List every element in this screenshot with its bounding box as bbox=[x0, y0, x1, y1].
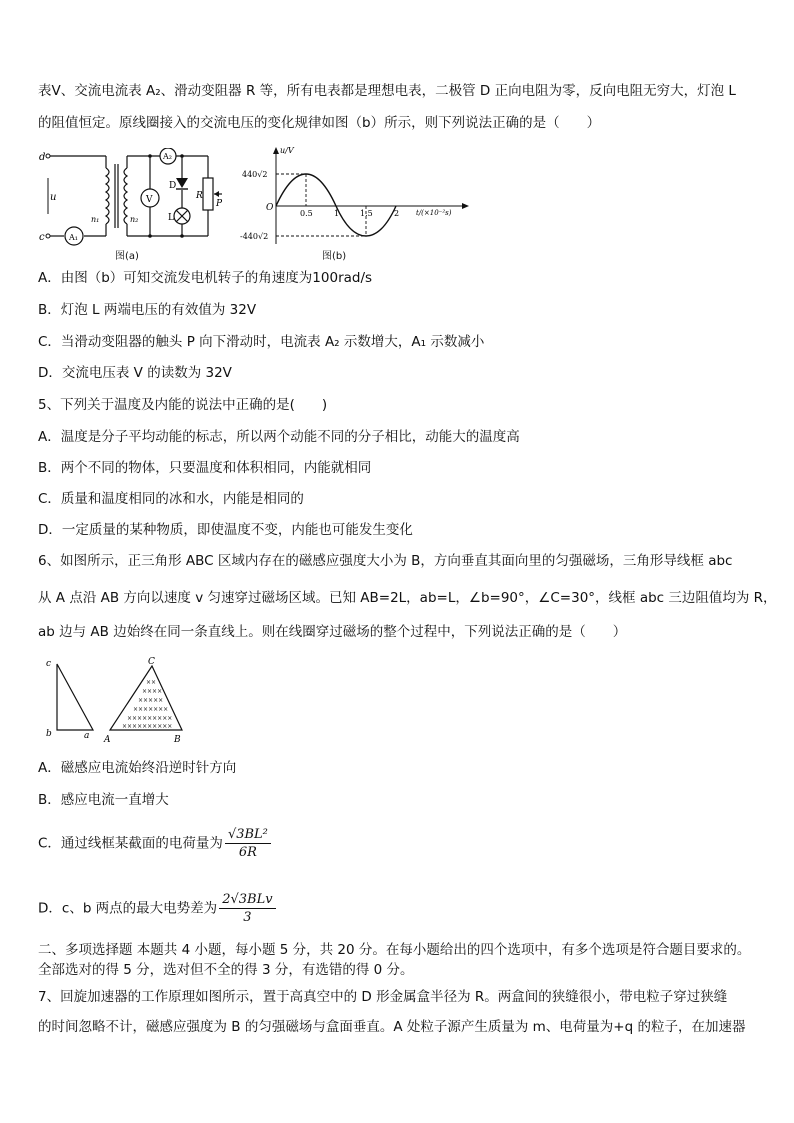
label-diode-d: D bbox=[169, 181, 177, 191]
label-p: P bbox=[216, 199, 223, 209]
svg-text:××: ×× bbox=[146, 679, 157, 686]
fig-b-y-axis-label: u/V bbox=[280, 146, 294, 155]
label-a2: A₂ bbox=[163, 152, 172, 161]
q6-stem-line1: 6、如图所示，正三角形 ABC 区域内存在的磁感应强度大小为 B，方向垂直其面向里的匀强磁场，三角形导线框 abc bbox=[38, 553, 733, 569]
q6-option-d-denominator: 3 bbox=[243, 910, 252, 925]
wire-frame-abc bbox=[57, 664, 93, 730]
q4-figure-b-graph bbox=[240, 144, 470, 248]
section2-instructions-line2: 全部选对的得 5 分，选对但不全的得 3 分，有选错的得 0 分。 bbox=[38, 962, 414, 978]
q4-option-a: A．由图（b）可知交流发电机转子的角速度为100rad/s bbox=[38, 270, 373, 286]
fig-b-y-min-label: -440√2 bbox=[240, 232, 269, 241]
fig-b-origin-label: O bbox=[266, 203, 274, 213]
q4-option-c: C．当滑动变阻器的触头 P 向下滑动时，电流表 A₂ 示数增大，A₁ 示数减小 bbox=[38, 334, 485, 350]
q6-label-C: C bbox=[148, 657, 155, 667]
q6-option-c-fraction bbox=[225, 826, 271, 861]
q6-figure-triangles bbox=[40, 654, 190, 746]
svg-text:×××××××××: ××××××××× bbox=[127, 715, 173, 722]
q4-intro-line2: 的阻值恒定。原线圈接入的交流电压的变化规律如图（b）所示，则下列说法正确的是（ ） bbox=[38, 115, 601, 131]
q4-figure-a-caption: 图(a) bbox=[115, 251, 139, 262]
fig-b-tick-2: 2 bbox=[394, 209, 400, 218]
q6-option-c-numerator: √3BL² bbox=[225, 826, 271, 844]
fig-b-tick-1-5: 1.5 bbox=[360, 209, 373, 218]
q4-figure-b-caption: 图(b) bbox=[322, 251, 347, 262]
q6-label-c: c bbox=[46, 659, 52, 669]
q5-stem: 5、下列关于温度及内能的说法中正确的是( ) bbox=[38, 397, 328, 413]
q5-option-a: A．温度是分子平均动能的标志，所以两个动能不同的分子相比，动能大的温度高 bbox=[38, 429, 520, 445]
q6-option-c-text: C．通过线框某截面的电荷量为 bbox=[38, 835, 223, 852]
label-c: c bbox=[39, 232, 45, 243]
label-n2: n₂ bbox=[130, 215, 139, 224]
q5-option-c: C．质量和温度相同的冰和水，内能是相同的 bbox=[38, 491, 304, 507]
section2-instructions-line1: 二、多项选择题 本题共 4 小题，每小题 5 分，共 20 分。在每小题给出的四个选项中，有多个选项是符合题目要求的。 bbox=[38, 942, 751, 958]
fig-b-y-max-label: 440√2 bbox=[242, 170, 268, 179]
fig-b-x-axis-label: t/(×10⁻²s) bbox=[416, 209, 452, 217]
fig-b-tick-0-5: 0.5 bbox=[300, 209, 313, 218]
q7-stem-line2: 的时间忽略不计，磁感应强度为 B 的匀强磁场与盒面垂直。A 处粒子源产生质量为 m、电荷量为+q 的粒子，在加速器 bbox=[38, 1019, 746, 1035]
q6-stem-line3: ab 边与 AB 边始终在同一条直线上。则在线圈穿过磁场的整个过程中，下列说法正确的是（ ） bbox=[38, 624, 627, 640]
q4-option-b: B．灯泡 L 两端电压的有效值为 32V bbox=[38, 302, 257, 318]
q6-label-A: A bbox=[104, 735, 111, 745]
label-n1: n₁ bbox=[91, 215, 100, 224]
label-r: R bbox=[196, 191, 203, 201]
fig-b-tick-1: 1 bbox=[334, 209, 340, 218]
q6-option-d-text: D．c、b 两点的最大电势差为 bbox=[38, 900, 218, 917]
sine-curve bbox=[276, 174, 396, 236]
svg-text:×××××: ××××× bbox=[138, 697, 164, 704]
q6-label-B: B bbox=[174, 735, 181, 745]
label-u: u bbox=[50, 192, 57, 203]
svg-text:××××××××××: ×××××××××× bbox=[122, 723, 173, 730]
label-d: d bbox=[39, 152, 46, 163]
q6-label-a: a bbox=[84, 731, 90, 741]
q6-option-d bbox=[38, 891, 276, 926]
q4-intro-line1: 表V、交流电流表 A₂、滑动变阻器 R 等，所有电表都是理想电表，二极管 D 正向电阻为零，反向电阻无穷大，灯泡 L bbox=[38, 83, 736, 99]
q6-option-c bbox=[38, 826, 271, 861]
label-v: V bbox=[146, 195, 153, 205]
label-a1: A₁ bbox=[69, 233, 78, 242]
q5-option-b: B．两个不同的物体，只要温度和体积相同，内能就相同 bbox=[38, 460, 372, 476]
svg-text:×××××××: ××××××× bbox=[133, 706, 169, 713]
q4-figure-a-circuit bbox=[36, 148, 226, 248]
q6-option-c-denominator: 6R bbox=[238, 845, 257, 860]
q4-option-d: D．交流电压表 V 的读数为 32V bbox=[38, 365, 232, 381]
q6-stem-line2: 从 A 点沿 AB 方向以速度 v 匀速穿过磁场区域。已知 AB=2L，ab=L，∠b=90°，∠C=30°，线框 abc 三边阻值均为 R， bbox=[38, 590, 777, 606]
svg-text:××××: ×××× bbox=[142, 688, 163, 695]
label-lamp-l: L bbox=[168, 213, 174, 223]
q7-stem-line1: 7、回旋加速器的工作原理如图所示，置于高真空中的 D 形金属盒半径为 R。两盒间的狭缝很小，带电粒子穿过狭缝 bbox=[38, 989, 728, 1005]
q6-option-b: B．感应电流一直增大 bbox=[38, 792, 169, 808]
q6-label-b: b bbox=[46, 729, 52, 739]
q6-option-d-numerator: 2√3BLv bbox=[219, 891, 275, 909]
q6-option-a: A．磁感应电流始终沿逆时针方向 bbox=[38, 760, 237, 776]
q6-option-d-fraction bbox=[219, 891, 275, 926]
q5-option-d: D．一定质量的某种物质，即使温度不变，内能也可能发生变化 bbox=[38, 522, 413, 538]
